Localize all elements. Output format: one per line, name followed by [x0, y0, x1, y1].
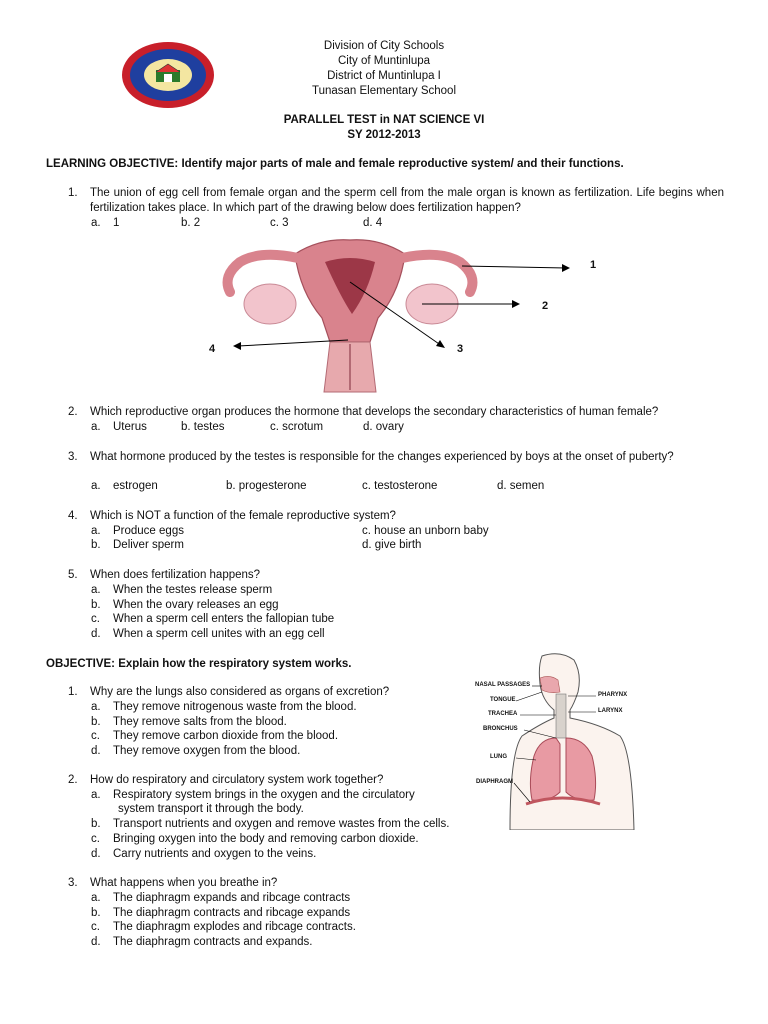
option-text: c. scrotum — [270, 421, 324, 433]
label-bronchus: BRONCHUS — [483, 726, 518, 732]
option-text: The diaphragm expands and ribcage contracts — [113, 892, 351, 904]
question-number: 2. — [68, 406, 78, 418]
diagram-label-2: 2 — [542, 300, 549, 312]
question-number: 5. — [68, 569, 78, 581]
label-tongue: TONGUE — [490, 697, 516, 703]
respiratory-objective-label: OBJECTIVE: — [46, 658, 116, 670]
option-text: Respiratory system brings in the oxygen and the circulatory — [113, 789, 415, 801]
question-number: 3. — [68, 451, 78, 463]
header-division: Division of City Schools — [323, 40, 445, 52]
option-text: When the ovary releases an egg — [113, 599, 279, 611]
label-larynx: LARYNX — [598, 708, 623, 714]
respiratory-diagram — [470, 652, 670, 830]
option-letter: a. — [91, 525, 101, 537]
question-number: 1. — [68, 187, 78, 199]
option-letter: c. — [91, 921, 100, 933]
question-text: When does fertilization happens? — [90, 569, 261, 581]
option-text: When the testes release sperm — [113, 584, 273, 596]
option-text: The diaphragm contracts and expands. — [113, 936, 313, 948]
option-text-continued: system transport it through the body. — [118, 803, 304, 815]
question-number: 3. — [68, 877, 78, 889]
option-text: c. 3 — [270, 217, 289, 229]
option-text: They remove carbon dioxide from the blood. — [113, 730, 339, 742]
header-city: City of Muntinlupa — [337, 55, 431, 67]
label-diaphragm: DIAPHRAGM — [476, 779, 513, 785]
option-text: 1 — [113, 217, 120, 229]
option-text: They remove nitrogenous waste from the blood. — [113, 701, 357, 713]
option-letter: b. — [91, 539, 101, 551]
option-text: Carry nutrients and oxygen to the veins. — [113, 848, 317, 860]
option-text: They remove salts from the blood. — [113, 716, 287, 728]
question-text: What happens when you breathe in? — [90, 877, 278, 889]
question-number: 4. — [68, 510, 78, 522]
option-letter: a. — [91, 892, 101, 904]
label-lung: LUNG — [490, 754, 507, 760]
option-text: d. 4 — [363, 217, 383, 229]
female-reproductive-diagram — [200, 232, 600, 400]
option-text: The diaphragm contracts and ribcage expands — [113, 907, 351, 919]
option-text: d. ovary — [363, 421, 404, 433]
option-text: Bringing oxygen into the body and removing carbon dioxide. — [113, 833, 419, 845]
respiratory-objective — [46, 657, 351, 672]
learning-objective-label: LEARNING OBJECTIVE: — [46, 158, 179, 170]
option-text: b. progesterone — [226, 480, 307, 492]
diagram-label-3: 3 — [457, 343, 464, 355]
option-text: Transport nutrients and oxygen and remove wastes from the cells. — [113, 818, 450, 830]
header-school: Tunasan Elementary School — [311, 85, 457, 97]
option-letter: a. — [91, 789, 101, 801]
option-text: Uterus — [113, 421, 147, 433]
option-text: estrogen — [113, 480, 158, 492]
option-letter: b. — [91, 818, 101, 830]
school-year: SY 2012-2013 — [347, 129, 421, 141]
option-text: When a sperm cell enters the fallopian tube — [113, 613, 335, 625]
option-text: Produce eggs — [113, 525, 184, 537]
option-text: Deliver sperm — [113, 539, 184, 551]
option-letter: b. — [91, 599, 101, 611]
option-letter: d. — [91, 745, 101, 757]
option-letter: b. — [91, 907, 101, 919]
option-letter: d. — [91, 628, 101, 640]
option-letter: d. — [91, 936, 101, 948]
respiratory-objective-text: Explain how the respiratory system works. — [115, 658, 352, 670]
test-title: PARALLEL TEST in NAT SCIENCE VI — [283, 114, 485, 126]
option-text: d. give birth — [362, 539, 422, 551]
option-letter: a. — [91, 421, 101, 433]
learning-objective-text: Identify major parts of male and female reproductive system/ and their functions. — [178, 158, 624, 170]
label-nasal-passages: NASAL PASSAGES — [475, 682, 531, 688]
question-text: Which reproductive organ produces the hormone that develops the secondary characteristics of human female? — [90, 406, 659, 418]
question-text: How do respiratory and circulatory system work together? — [90, 774, 384, 786]
option-letter: c. — [91, 730, 100, 742]
option-text: b. 2 — [181, 217, 201, 229]
label-trachea: TRACHEA — [488, 711, 518, 717]
header-district: District of Muntinlupa I — [327, 70, 441, 82]
question-number: 2. — [68, 774, 78, 786]
option-text: When a sperm cell unites with an egg cell — [113, 628, 325, 640]
option-letter: a. — [91, 584, 101, 596]
option-text: c. testosterone — [362, 480, 438, 492]
uterus-illustration — [200, 232, 600, 400]
option-text: c. house an unborn baby — [362, 525, 489, 537]
option-letter: a. — [91, 480, 101, 492]
option-text: They remove oxygen from the blood. — [113, 745, 301, 757]
option-letter: d. — [91, 848, 101, 860]
option-text: The diaphragm explodes and ribcage contracts. — [113, 921, 356, 933]
question-text: Which is NOT a function of the female reproductive system? — [90, 510, 396, 522]
question-text: What hormone produced by the testes is responsible for the changes experienced by boys at the onset of puberty? — [90, 451, 674, 463]
option-letter: a. — [91, 701, 101, 713]
question-number: 1. — [68, 686, 78, 698]
option-text: d. semen — [497, 480, 545, 492]
diagram-label-4: 4 — [209, 343, 216, 355]
question-text: Why are the lungs also considered as organs of excretion? — [90, 686, 390, 698]
question-text: The union of egg cell from female organ and the sperm cell from the male organ is known as fertilization. Life begins when fertilization takes place. In which part of the drawing below does fertilization happen? — [90, 187, 724, 214]
learning-objective — [46, 157, 624, 172]
option-letter: b. — [91, 716, 101, 728]
option-letter: c. — [91, 613, 100, 625]
option-letter: c. — [91, 833, 100, 845]
option-text: b. testes — [181, 421, 225, 433]
diagram-label-1: 1 — [590, 259, 597, 271]
respiratory-system-illustration — [470, 652, 670, 830]
label-pharynx: PHARYNX — [598, 692, 628, 698]
option-letter: a. — [91, 217, 101, 229]
